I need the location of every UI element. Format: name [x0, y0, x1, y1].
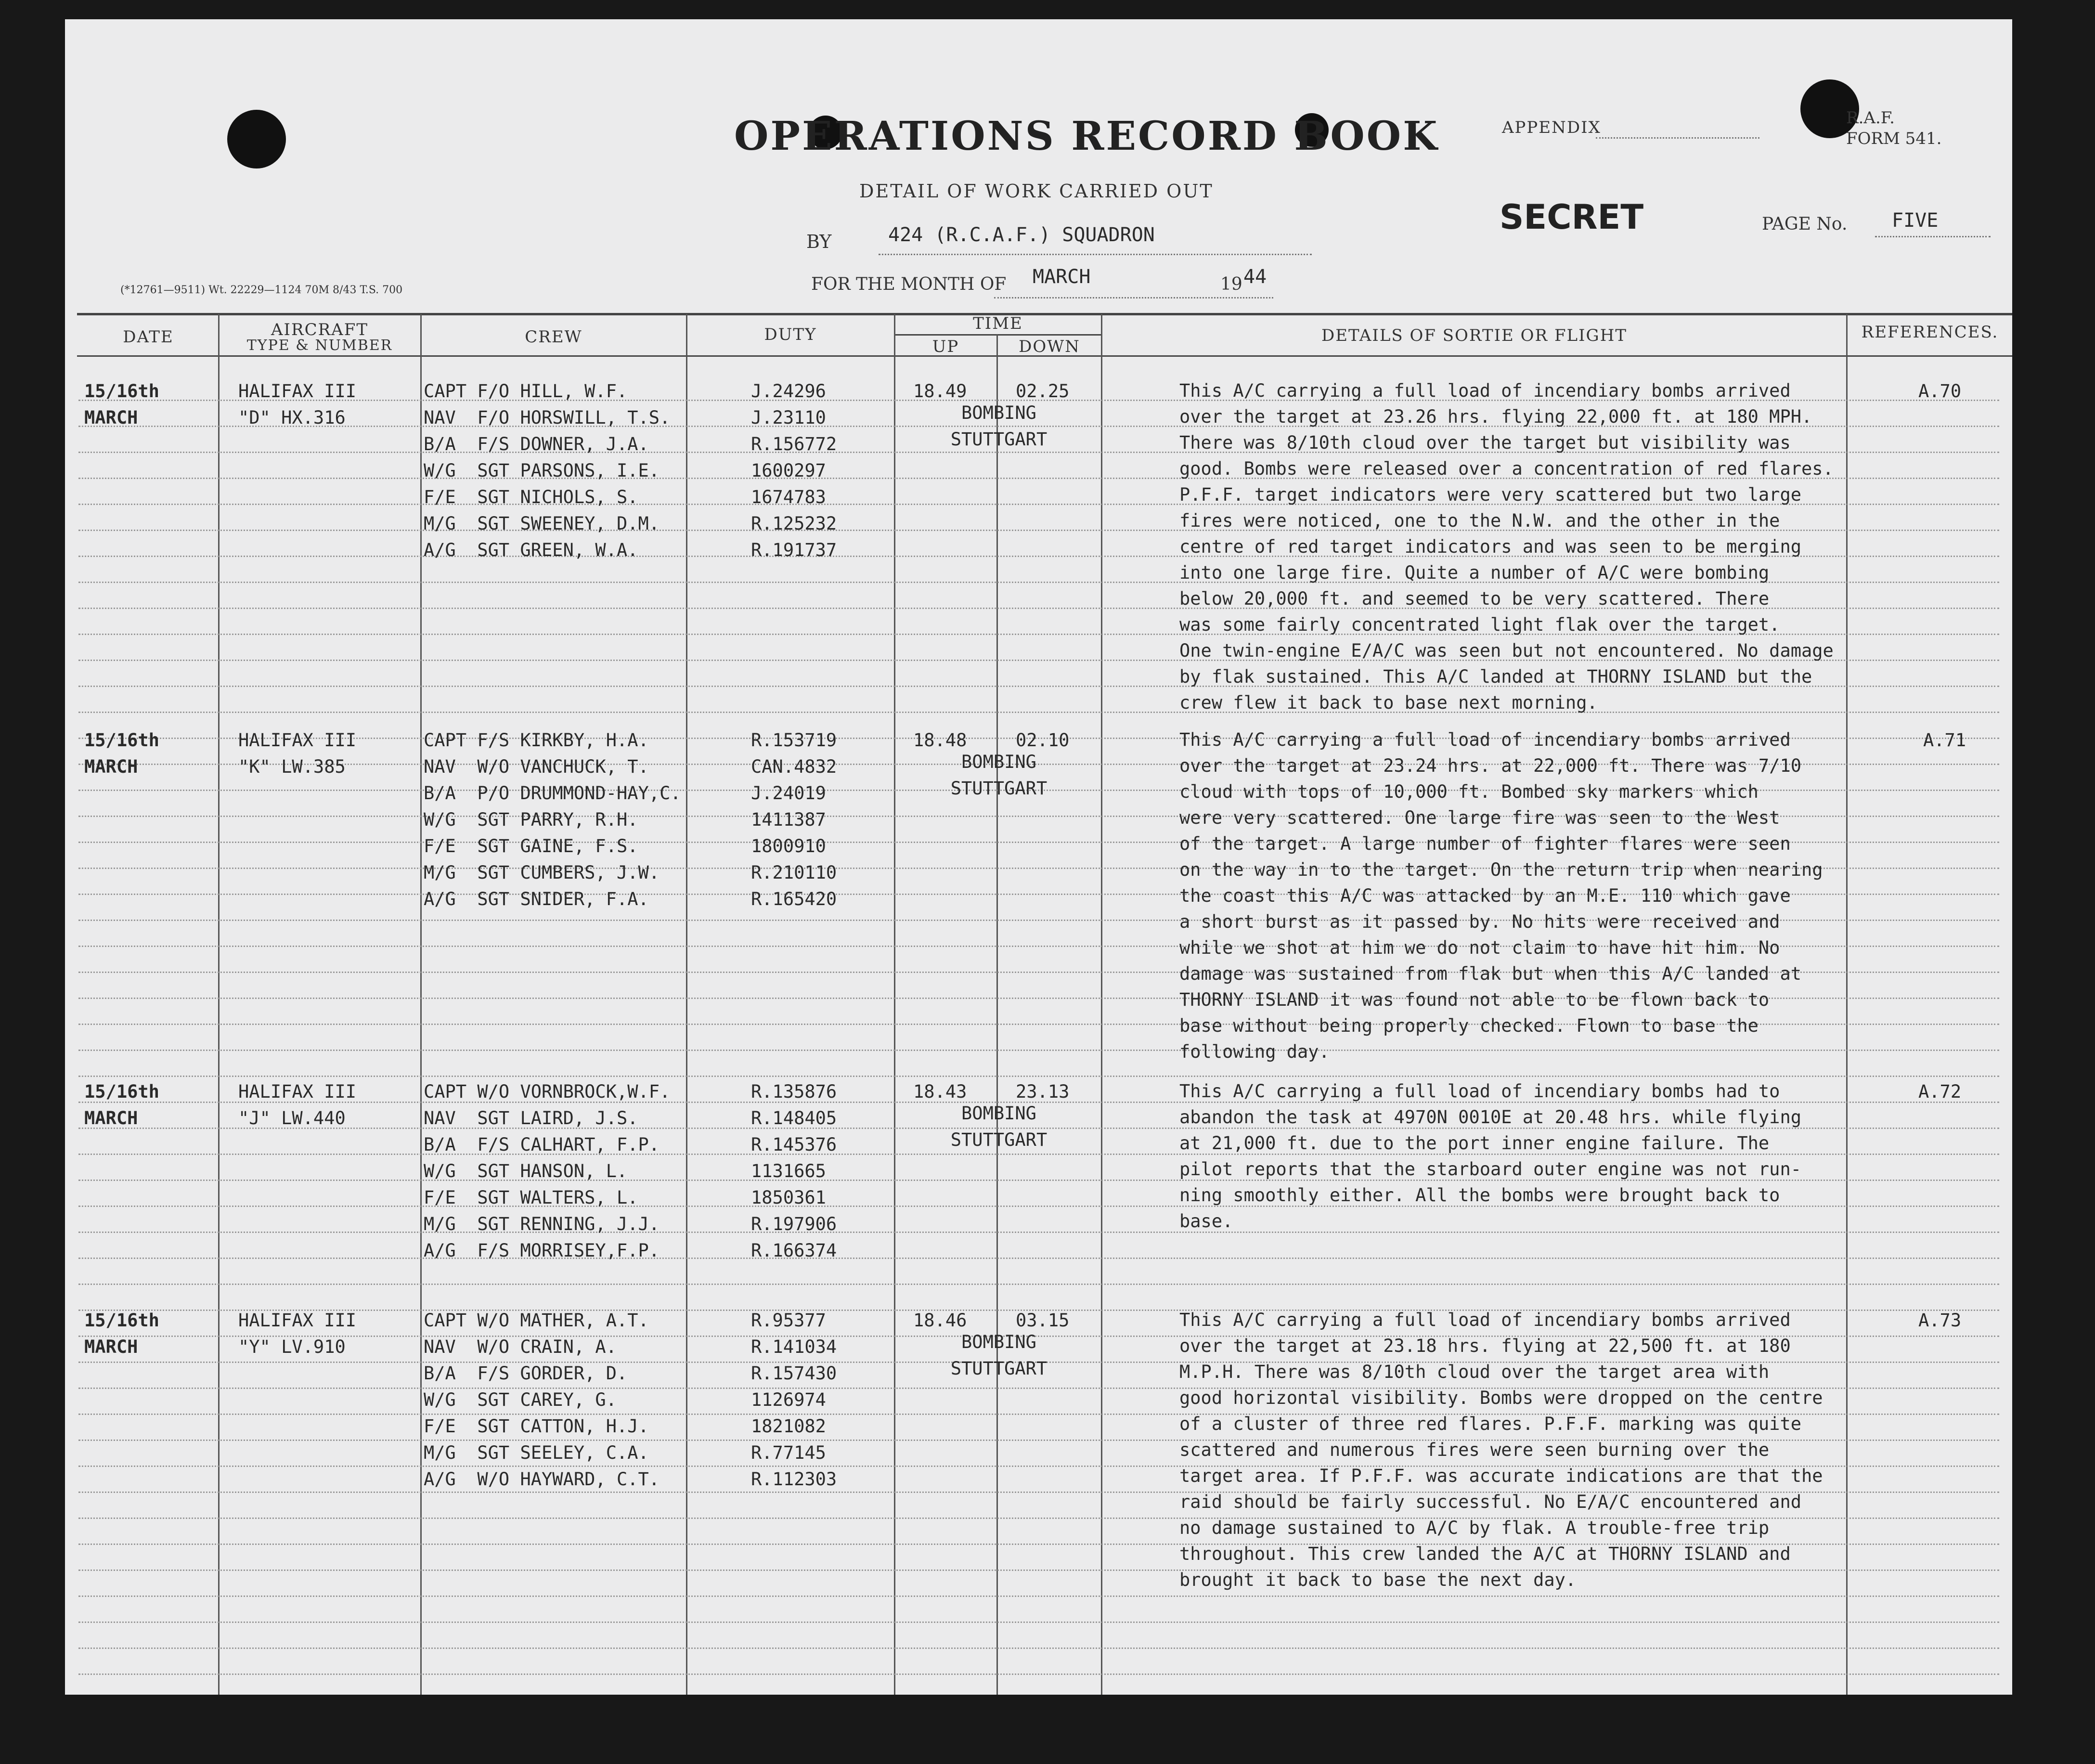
entry-1-time-down: 02.25 — [1016, 381, 1070, 402]
col-aircraft-line1: AIRCRAFT — [271, 320, 369, 339]
entry-4-mission-target: STUTTGART — [950, 1358, 1048, 1379]
entry-4-date-line2: MARCH — [84, 1336, 138, 1357]
appendix-underline — [1596, 137, 1759, 139]
entry-1-date-line1: 15/16th — [84, 381, 159, 402]
entry-2-aircraft — [238, 727, 356, 780]
ruled-line — [78, 1284, 1999, 1285]
col-divider-4 — [894, 314, 895, 1695]
entry-1-mission-target: STUTTGART — [950, 429, 1048, 450]
col-time-up: UP — [932, 337, 959, 356]
col-divider-3 — [686, 314, 687, 1695]
entry-1-aircraft-number: "D" HX.316 — [238, 407, 346, 428]
ruled-line — [78, 1621, 1999, 1623]
entry-4-reference: A.73 — [1918, 1310, 1962, 1331]
entry-3-date-line1: 15/16th — [84, 1081, 159, 1102]
binder-hole-left — [227, 110, 286, 169]
form-line-1: R.A.F. — [1846, 108, 1895, 128]
col-aircraft-line2: TYPE & NUMBER — [246, 337, 393, 354]
col-duty: DUTY — [764, 325, 817, 344]
ruled-line — [78, 1076, 1999, 1077]
col-time: TIME — [973, 314, 1023, 333]
entry-4-time-down: 03.15 — [1016, 1310, 1070, 1331]
col-divider-5 — [996, 335, 998, 1695]
entry-2-crew: CAPT F/S KIRKBY, H.A. NAV W/O VANCHUCK, T. B/A P/O DRUMMOND-HAY,C. W/G SGT PARRY, R.H. F/E SGT GAINE, F.S. M/G SGT CUMBERS, J.W. A/G SGT SNIDER, F.A. — [424, 730, 681, 909]
page-number: FIVE — [1892, 209, 1939, 232]
squadron-underline — [879, 254, 1312, 255]
entry-4-duty: R.95377 R.141034 R.157430 1126974 1821082 R.77145 R.112303 — [751, 1310, 837, 1490]
entry-1-aircraft-type: HALIFAX III — [238, 381, 357, 402]
month-label: FOR THE MONTH OF — [811, 274, 1007, 294]
entry-3-aircraft-number: "J" LW.440 — [238, 1108, 346, 1128]
entry-1-mission — [927, 400, 1071, 453]
entry-3-mission-type: BOMBING — [961, 1103, 1036, 1124]
entry-4-aircraft-type: HALIFAX III — [238, 1310, 357, 1331]
appendix-label: APPENDIX — [1502, 118, 1601, 137]
year-value: 44 — [1243, 266, 1267, 288]
entry-2-mission-type: BOMBING — [961, 752, 1036, 772]
year-prefix: 19 — [1220, 274, 1242, 294]
col-divider-6 — [1101, 314, 1102, 1695]
entry-2-date — [84, 727, 159, 780]
entry-3-aircraft — [238, 1078, 356, 1131]
entry-3-crew: CAPT W/O VORNBROCK,W.F. NAV SGT LAIRD, J.S. B/A F/S CALHART, F.P. W/G SGT HANSON, L. F/E SGT WALTERS, L. M/G SGT RENNING, J.J. A/G F/S MORRISEY,F.P. — [424, 1081, 671, 1261]
entry-1-details: This A/C carrying a full load of incendiary bombs arrived over the target at 23.26 hrs. flying 22,000 ft. at 180 MPH. There was 8/10th cloud over the target but visibility was good. Bombs were released over a concentration of red flares. P.F.F. target indicators were very scattered but two large fires were noticed, one to the N.W. and the other in the centre of red target indicators and was seen to be merging into one large fire. Quite a number of A/C were bombing below 20,000 ft. and seemed to be very scattered. There was some fairly concentrated light flak over the target. One twin-engine E/A/C was seen but not encountered. No damage by flak sustained. This A/C landed at THORNY ISLAND but the crew flew it back to base next morning. — [1179, 380, 1834, 713]
entry-3-details: This A/C carrying a full load of incendiary bombs had to abandon the task at 4970N 0010E at 20.48 hrs. while flying at 21,000 ft. due to the port inner engine failure. The pilot reports that the starboard outer engine was not run- ning smoothly either. All the bombs were brought back to base. — [1179, 1081, 1802, 1232]
entry-4-time-up: 18.46 — [913, 1310, 967, 1331]
entry-3-mission — [927, 1100, 1071, 1153]
entry-3-duty: R.135876 R.148405 R.145376 1131665 1850361 R.197906 R.166374 — [751, 1081, 837, 1261]
entry-4-details: This A/C carrying a full load of incendiary bombs arrived over the target at 23.18 hrs. flying at 22,500 ft. at 180 M.P.H. There was 8/10th cloud over the target area with good horizontal visibility. Bombs were dropped on the centre of a cluster of three red flares. P.F.F. marking was quite scattered and numerous fires were seen burning over the target area. If P.F.F. was accurate indications are that the raid should be fairly successful. No E/A/C encountered and no damage sustained to A/C by flak. A trouble-free trip throughout. This crew landed the A/C at THORNY ISLAND and brought it back to base the next day. — [1179, 1310, 1823, 1590]
entry-3-aircraft-type: HALIFAX III — [238, 1081, 357, 1102]
page-subtitle: DETAIL OF WORK CARRIED OUT — [859, 181, 1214, 202]
squadron-name: 424 (R.C.A.F.) SQUADRON — [888, 224, 1155, 246]
entry-4-aircraft-number: "Y" LV.910 — [238, 1336, 346, 1357]
entry-1-date-line2: MARCH — [84, 407, 138, 428]
ruled-line — [78, 1647, 1999, 1649]
entry-2-date-line1: 15/16th — [84, 730, 159, 751]
entry-2-mission — [927, 749, 1071, 802]
entry-2-aircraft-number: "K" LW.385 — [238, 756, 346, 777]
entry-3-reference: A.72 — [1918, 1081, 1962, 1102]
entry-1-reference: A.70 — [1918, 381, 1962, 402]
col-divider-2 — [420, 314, 422, 1695]
page-title: OPERATIONS RECORD BOOK — [734, 113, 1439, 159]
col-crew: CREW — [525, 327, 582, 347]
entry-4-aircraft — [238, 1307, 356, 1360]
entry-1-aircraft — [238, 378, 356, 431]
entry-3-mission-target: STUTTGART — [950, 1129, 1048, 1150]
entry-3-date-line2: MARCH — [84, 1108, 138, 1128]
print-code: (*12761—9511) Wt. 22229—1124 70M 8/43 T.S. 700 — [120, 284, 403, 296]
entry-2-aircraft-type: HALIFAX III — [238, 730, 357, 751]
page-label: PAGE No. — [1762, 214, 1848, 234]
page-underline — [1875, 236, 1991, 237]
form-line-2: FORM 541. — [1846, 129, 1942, 148]
entry-3-time-up: 18.43 — [913, 1081, 967, 1102]
ruled-line — [78, 1258, 1999, 1259]
ruled-line — [78, 1673, 1999, 1675]
col-date: DATE — [123, 327, 174, 347]
entry-1-duty: J.24296 J.23110 R.156772 1600297 1674783 R.125232 R.191737 — [751, 381, 837, 560]
col-references: REFERENCES. — [1861, 323, 1999, 342]
month-value: MARCH — [1033, 266, 1091, 288]
col-time-down: DOWN — [1019, 337, 1080, 356]
ruled-line — [78, 1595, 1999, 1597]
col-divider-1 — [218, 314, 220, 1695]
record-sheet — [65, 19, 2012, 1695]
entry-4-mission — [927, 1329, 1071, 1382]
entry-4-crew: CAPT W/O MATHER, A.T. NAV W/O CRAIN, A. B/A F/S GORDER, D. W/G SGT CAREY, G. F/E SGT CATTON, H.J. M/G SGT SEELEY, C.A. A/G W/O HAYWARD, C.T. — [424, 1310, 660, 1490]
entry-3-time-down: 23.13 — [1016, 1081, 1070, 1102]
month-underline — [994, 297, 1273, 298]
entry-3-date — [84, 1078, 159, 1131]
entry-1-time-up: 18.49 — [913, 381, 967, 402]
entry-4-mission-type: BOMBING — [961, 1332, 1036, 1352]
entry-2-details: This A/C carrying a full load of incendiary bombs arrived over the target at 23.24 hrs. at 22,000 ft. There was 7/10 cloud with tops of 10,000 ft. Bombed sky markers which were very scattered. One large fire was seen to the West of the target. A large number of fighter flares were seen on the way in to the target. On the return trip when nearing the coast this A/C was attacked by an M.E. 110 which gave a short burst as it passed by. No hits were received and while we shot at him we do not claim to have hit him. No damage was sustained from flak but when this A/C landed at THORNY ISLAND it was found not able to be flown back to base without being properly checked. Flown to base the following day. — [1179, 729, 1823, 1062]
entry-2-date-line2: MARCH — [84, 756, 138, 777]
secret-stamp: SECRET — [1500, 197, 1644, 237]
entry-2-time-up: 18.48 — [913, 730, 967, 751]
entry-4-date — [84, 1307, 159, 1360]
entry-1-date — [84, 378, 159, 431]
entry-2-time-down: 02.10 — [1016, 730, 1070, 751]
entry-1-mission-type: BOMBING — [961, 402, 1036, 423]
entry-1-crew: CAPT F/O HILL, W.F. NAV F/O HORSWILL, T.S. B/A F/S DOWNER, J.A. W/G SGT PARSONS, I.E. F/E SGT NICHOLS, S. M/G SGT SWEENEY, D.M. A/G SGT GREEN, W.A. — [424, 381, 671, 560]
entry-2-reference: A.71 — [1923, 730, 1966, 751]
by-label: BY — [806, 231, 832, 252]
entry-4-date-line1: 15/16th — [84, 1310, 159, 1331]
entry-2-mission-target: STUTTGART — [950, 778, 1048, 799]
col-details: DETAILS OF SORTIE OR FLIGHT — [1321, 326, 1628, 345]
entry-2-duty: R.153719 CAN.4832 J.24019 1411387 1800910 R.210110 R.165420 — [751, 730, 837, 909]
